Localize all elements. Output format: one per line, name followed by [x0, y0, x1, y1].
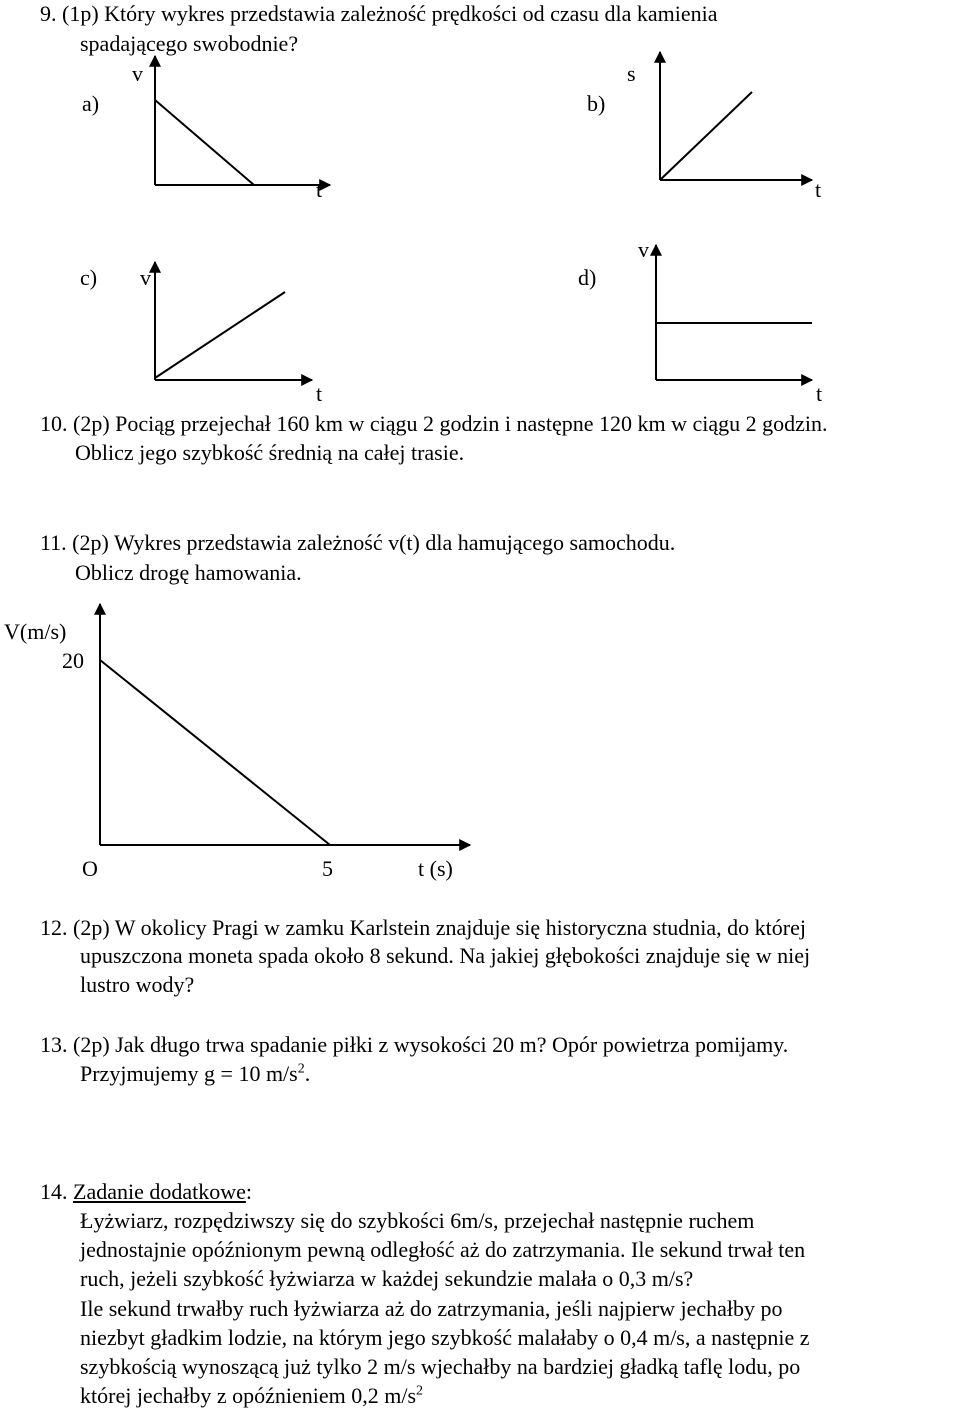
velocity-series-line [100, 660, 330, 845]
graph-d-ylabel: v [638, 237, 649, 262]
graph-a-ylabel: v [132, 61, 143, 86]
q14-last-line: której jechałby z opóźnieniem 0,2 $m/s^2$ [80, 1383, 424, 1408]
q9-line1: 9. (1p) Który wykres przedstawia zależność prędkości od czasu dla kamienia [40, 1, 718, 26]
graph-c-letter: c) [80, 265, 98, 290]
graph-b [660, 52, 812, 180]
q14-title: Zadanie dodatkowe [73, 1179, 246, 1204]
graph-b-line [660, 92, 752, 180]
q9-line2: spadającego swobodnie? [80, 31, 299, 56]
chart-ylabel: V(m/s) [4, 619, 67, 644]
q13-line1: 13. (2p) Jak długo trwa spadanie piłki z wysokości 20 m? Opór powietrza pomijamy. [40, 1032, 789, 1057]
graph-c [155, 262, 312, 380]
q14-heading: 14. Zadanie dodatkowe: [40, 1179, 252, 1204]
q14-line: szybkością wynoszącą już tylko 2 m/s wjechałby na bardziej gładką taflę lodu, po [80, 1354, 801, 1379]
q12-line1: 12. (2p) W okolicy Pragi w zamku Karlstein znajduje się historyczna studnia, do której [40, 915, 806, 940]
graph-c-line [155, 292, 285, 378]
q14-line: jednostajnie opóźnionym pewną odległość aż do zatrzymania. Ile sekund trwał ten [80, 1237, 806, 1262]
q14-line: Łyżwiarz, rozpędziwszy się do szybkości 6m/s, przejechał następnie ruchem [80, 1208, 755, 1233]
graph-a [155, 56, 330, 185]
q14-line: Ile sekund trwałby ruch łyżwiarza aż do zatrzymania, jeśli najpierw jechałby po [80, 1296, 783, 1321]
braking-chart [100, 604, 470, 845]
q14-line: ruch, jeżeli szybkość łyżwiarza w każdej sekundzie malała o 0,3 m/s? [80, 1266, 694, 1291]
q13-line2: Przyjmujemy g = 10 $m/s^2$. [80, 1061, 311, 1086]
graph-c-xlabel: t [316, 381, 323, 406]
graph-b-xlabel: t [815, 177, 822, 202]
graph-d-letter: d) [578, 265, 597, 290]
q11-line1: 11. (2p) Wykres przedstawia zależność v(t) dla hamującego samochodu. [40, 530, 676, 555]
q10-line1: 10. (2p) Pociąg przejechał 160 km w ciągu 2 godzin i następne 120 km w ciągu 2 godzin. [40, 411, 828, 436]
q11-line2: Oblicz drogę hamowania. [75, 560, 302, 585]
chart-xlabel: t (s) [418, 856, 453, 881]
graph-c-ylabel: v [140, 265, 151, 290]
chart-xtick-origin: O [82, 856, 98, 881]
graph-d [656, 245, 812, 380]
q14-line: niezbyt gładkim lodzie, na którym jego szybkość malałaby o 0,4 m/s, a następnie z [80, 1325, 810, 1350]
q12-line3: lustro wody? [80, 972, 195, 997]
q12-line2: upuszczona moneta spada około 8 sekund. Na jakiej głębokości znajduje się w niej [80, 943, 811, 968]
chart-xtick-5: 5 [322, 856, 333, 881]
graph-a-letter: a) [82, 91, 100, 116]
graph-b-ylabel: s [627, 61, 636, 86]
graph-a-line [155, 100, 254, 185]
graph-b-letter: b) [587, 91, 606, 116]
q10-line2: Oblicz jego szybkość średnią na całej trasie. [75, 440, 465, 465]
chart-ytick-20: 20 [62, 648, 84, 673]
graph-d-xlabel: t [816, 381, 823, 406]
graph-a-xlabel: t [316, 177, 323, 202]
